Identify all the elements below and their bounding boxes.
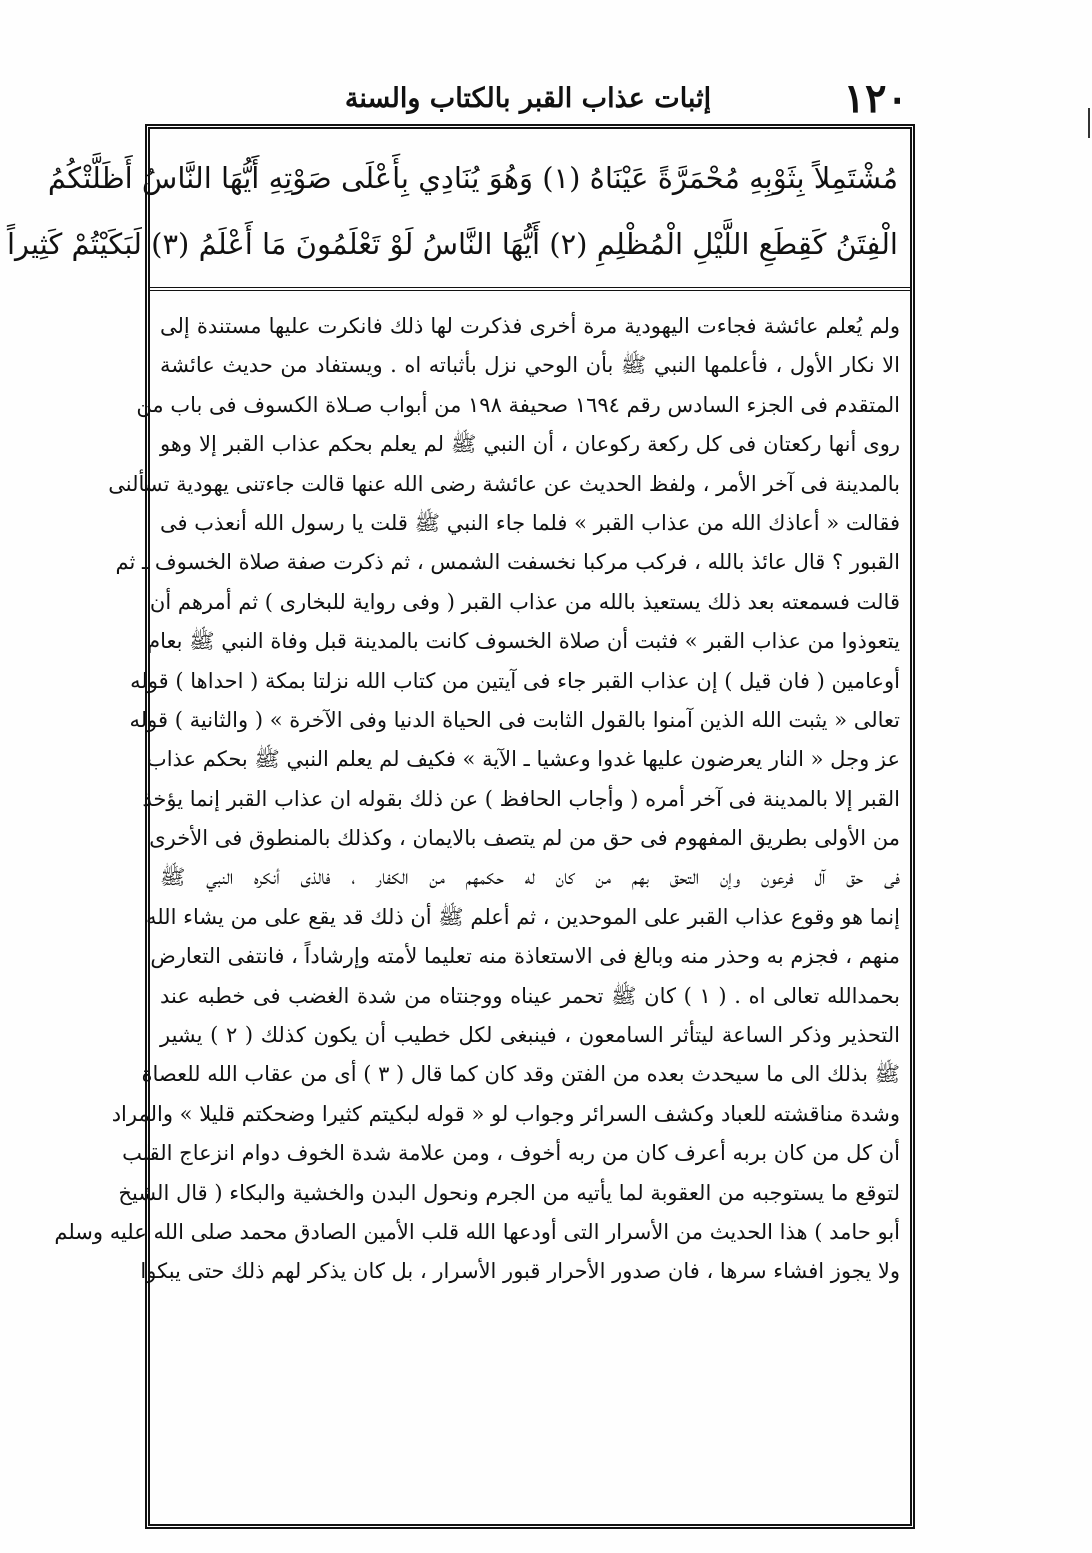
commentary-line: الا نكار الأول ، فأعلمها النبي ﷺ بأن الوحي نزل بأثباته اه . ويستفاد من حديث عائشة (160, 353, 900, 378)
commentary-line: فقالت « أعاذك الله من عذاب القبر » فلما جاء النبي ﷺ قلت يا رسول الله أنعذب فى (160, 510, 900, 535)
text-frame (6, 124, 915, 1529)
commentary-line: أوعامين ( فان قيل ) إن عذاب القبر جاء فى آيتين من كتاب الله نزلتا بمكة ( احداها ) قوله (130, 668, 900, 693)
commentary-line: القبور ؟ قال عائذ بالله ، فركب مركبا نخسفت الشمس ، ثم ذكرت صفة صلاة الخسوف ـ ثم (115, 550, 900, 575)
commentary-line: قالت فسمعته بعد ذلك يستعيذ بالله من عذاب القبر ( وفى رواية للبخارى ) ثم أمرهم أن (149, 589, 900, 614)
commentary-text (54, 307, 900, 1292)
commentary-line: عز وجل « النار يعرضون عليها غدوا وعشيا ـ الآية » فكيف لم يعلم النبي ﷺ بحكم عذاب (146, 747, 900, 772)
commentary-line: أبو حامد ) هذا الحديث من الأسرار التى أودعها الله قلب الأمين الصادق محمد صلى الله عليه وسلم (54, 1219, 900, 1244)
commentary-line: بالمدينة فى آخر الأمر ، ولفظ الحديث عن عائشة رضى الله عنها قالت جاءتنى يهودية تسألنى (108, 471, 900, 496)
commentary-line: ولا يجوز افشاء سرها ، فان صدور الأحرار قبور الأسرار ، بل كان يذكر لهم ذلك حتى يبكوا (140, 1259, 900, 1284)
hadith-text (6, 145, 898, 277)
commentary-line: فى حق آل فرعون وإن التحق بهم من كان له حكمهم من الكفار ، فالذى أنكره النبي ﷺ (160, 865, 900, 890)
commentary-line: ﷺ بذلك الى ما سيحدث بعده من الفتن وقد كان كما قال ( ٣ ) أى من عقاب الله للعصاة (141, 1062, 900, 1087)
commentary-line: ولم يُعلم عائشة فجاءت اليهودية مرة أخرى فذكرت لها ذلك فانكرت عليها مستندة إلى (160, 314, 900, 338)
margin-mark (1088, 108, 1090, 138)
commentary-line: بحمدالله تعالى اه . ( ١ ) كان ﷺ تحمر عيناه ووجنتاه من شدة الغضب فى خطبه عند (160, 983, 900, 1008)
commentary-line: منهم ، فجزم به وحذر منه وبالغ فى الاستعاذة منه تعليما لأمته وإرشاداً ، فانتفى التعارض (150, 944, 900, 969)
commentary-line: من الأولى بطريق المفهوم فى حق من لم يتصف بالايمان ، وكذلك بالمنطوق فى الأخرى (149, 826, 900, 851)
commentary-line: أن كل من كان بربه أعرف كان من ربه أخوف ، ومن علامة شدة الخوف دوام انزعاج القلب (122, 1141, 900, 1166)
commentary-line: القبر إلا بالمدينة فى آخر أمره ( وأجاب الحافظ ) عن ذلك بقوله ان عذاب القبر إنما يؤخذ (142, 786, 900, 811)
page-number: ١٢٠ (843, 75, 908, 122)
commentary-line: لتوقع ما يستوجبه من العقوبة لما يأتيه من الجرم ونحول البدن والخشية والبكاء ( قال الشيخ (118, 1180, 900, 1205)
commentary-line: التحذير وذكر الساعة ليتأثر السامعون ، فينبغى لكل خطيب أن يكون كذلك ( ٢ ) يشير (160, 1023, 900, 1048)
hadith-line: مُشْتَمِلاً بِثَوْبِهِ مُحْمَرَّةً عَيْنَاهُ (١) وَهُوَ يُنَادِي بِأَعْلَى صَوْتِهِ أَيُّهَا النَّاسُ أَظَلَّتْكُمُ (47, 161, 898, 195)
commentary-line: تعالى « يثبت الله الذين آمنوا بالقول الثابت فى الحياة الدنيا وفى الآخرة » ( والثانية ) قوله (129, 707, 900, 732)
section-divider (150, 287, 910, 291)
commentary-line: يتعوذوا من عذاب القبر » فثبت أن صلاة الخسوف كانت بالمدينة قبل وفاة النبي ﷺ بعام (147, 629, 900, 654)
running-head: إثبات عذاب القبر بالكتاب والسنة (344, 83, 712, 114)
commentary-line: إنما هو وقوع عذاب القبر على الموحدين ، ثم أعلم ﷺ أن ذلك قد يقع على من يشاء الله (145, 904, 900, 929)
commentary-line: المتقدم فى الجزء السادس رقم ١٦٩٤ صحيفة ١٩٨ من أبواب صـلاة الكسوف فى باب من (136, 392, 900, 417)
commentary-line: روى أنها ركعتان فى كل ركعة ركوعان ، أن النبي ﷺ لم يعلم بحكم عذاب القبر إلا وهو (160, 432, 900, 457)
hadith-line: الْفِتَنُ كَقِطَعِ اللَّيْلِ الْمُظْلِمِ (٢) أَيُّهَا النَّاسُ لَوْ تَعْلَمُونَ مَا أَعْلَمُ (٣) لَبَكَيْتُمْ كَثِيراً (6, 227, 898, 261)
commentary-line: وشدة مناقشته للعباد وكشف السرائر وجواب لو « قوله لبكيتم كثيرا وضحكتم قليلا » والمراد (111, 1101, 900, 1126)
page-header (148, 76, 908, 122)
